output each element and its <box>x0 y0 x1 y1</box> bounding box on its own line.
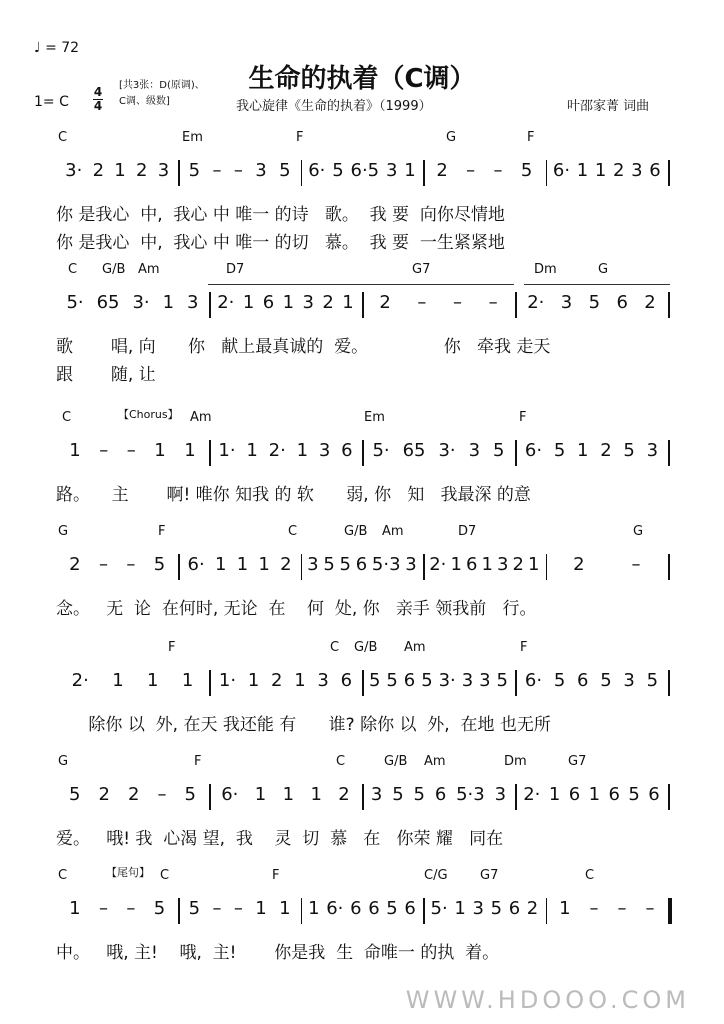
bar-line <box>209 440 211 466</box>
note: 1 <box>588 784 601 805</box>
chord-symbol: C <box>58 130 68 145</box>
measure <box>366 440 511 461</box>
note: 1 <box>255 898 267 919</box>
bar-line <box>362 440 364 466</box>
note: 1 <box>296 440 309 461</box>
note: 5 <box>413 784 425 805</box>
bar-line <box>362 670 364 696</box>
chord-symbol: Am <box>424 754 446 769</box>
note: 1· <box>218 440 236 461</box>
bar-line <box>423 898 425 924</box>
note: 2 <box>612 160 625 181</box>
note: 5 <box>332 160 344 181</box>
note: 1 <box>69 898 81 919</box>
note: – <box>631 554 641 575</box>
note: 1 <box>184 440 196 461</box>
bar-line <box>423 554 425 580</box>
note: 3 <box>461 670 474 691</box>
measure <box>305 160 419 181</box>
note: 1 <box>214 554 227 575</box>
measure <box>213 292 358 313</box>
note: 3 <box>187 292 199 313</box>
tempo-value: = 72 <box>45 40 80 56</box>
bar-line <box>362 292 364 318</box>
key-note: [共3张：D(原调)、 C调、级数] <box>119 80 205 107</box>
note: 6 <box>568 784 581 805</box>
note: 6 <box>350 898 362 919</box>
note: 6 <box>404 898 416 919</box>
note: 6 <box>341 440 353 461</box>
note: 3 <box>317 670 329 691</box>
note: 3 <box>307 554 319 575</box>
note: 2· <box>217 292 235 313</box>
note: 6 <box>340 670 353 691</box>
lyrics-line-2: 你 是我心 中, 我心 中 唯一 的切 慕。 我 要 一生紧紧地 <box>56 233 505 253</box>
note: 5 <box>368 670 381 691</box>
note: 5 <box>553 670 566 691</box>
volta-1-bracket <box>208 284 514 285</box>
bar-line <box>515 292 517 318</box>
composer-credit: 叶邵家菁 词曲 <box>567 99 650 114</box>
note: 2 <box>280 554 292 575</box>
note: 6· <box>221 784 239 805</box>
bar-line <box>546 898 548 924</box>
section-tag: 【尾句】 <box>106 866 150 879</box>
note: 1 <box>112 670 124 691</box>
note: 6·5 <box>350 160 380 181</box>
note: 5 <box>153 898 166 919</box>
time-bottom: 4 <box>93 99 103 113</box>
note: 2· <box>527 292 545 313</box>
note: – <box>98 554 108 575</box>
chord-symbol: C <box>330 640 340 655</box>
chord-symbol: Am <box>382 524 404 539</box>
note: 6· <box>552 160 571 181</box>
lyrics-line: 路。 主 啊! 唯你 知我 的 软 弱, 你 知 我最深 的意 <box>56 485 531 505</box>
measure <box>519 670 664 691</box>
note: 2· <box>268 440 286 461</box>
note: 1 <box>247 670 260 691</box>
note: – <box>212 898 222 919</box>
note: 1 <box>282 784 295 805</box>
note: 3 <box>405 554 417 575</box>
chord-symbol: C <box>68 262 78 277</box>
key-signature: 1= C <box>34 94 69 110</box>
chord-symbol: G <box>58 754 69 769</box>
note: 5 <box>421 670 433 691</box>
note: 1 <box>559 898 571 919</box>
measure <box>550 554 664 575</box>
chord-symbol: F <box>527 130 535 145</box>
measure <box>550 160 664 181</box>
note: – <box>212 160 222 181</box>
note: 6 <box>577 670 589 691</box>
bar-line <box>178 160 180 186</box>
note: 5·3 <box>371 554 401 575</box>
note: 1 <box>246 440 258 461</box>
note: 6 <box>508 898 521 919</box>
bar-line <box>178 554 180 580</box>
note: 5 <box>490 898 503 919</box>
note: 1 <box>282 292 295 313</box>
note: 65 <box>96 292 120 313</box>
note: 5 <box>153 554 166 575</box>
note: 5 <box>392 784 404 805</box>
note: 6· <box>308 160 326 181</box>
note: 5 <box>184 784 196 805</box>
note: 5· <box>372 440 390 461</box>
chord-symbol: G <box>446 130 457 145</box>
chord-symbol: F <box>519 410 527 425</box>
time-top: 4 <box>93 85 103 99</box>
chord-symbol: F <box>194 754 202 769</box>
chord-symbol: F <box>296 130 304 145</box>
bar-line <box>423 160 425 186</box>
note: 1 <box>162 292 175 313</box>
page-title: 生命的执着（C调） <box>248 64 476 94</box>
lyrics-line: 中。 哦, 主! 哦, 主! 你是我 生 命唯一 的执 着。 <box>56 943 500 963</box>
measure <box>60 440 205 461</box>
bar-line <box>668 440 670 466</box>
note: 3 <box>385 160 398 181</box>
note: – <box>617 898 627 919</box>
measure <box>60 160 174 181</box>
note: 1 <box>310 784 322 805</box>
note: 5 <box>646 670 659 691</box>
note: 5 <box>623 440 635 461</box>
chord-symbol: Am <box>190 410 212 425</box>
note: 1 <box>147 670 159 691</box>
note: 6· <box>524 670 543 691</box>
note: 2· <box>71 670 89 691</box>
note: 3· <box>438 440 456 461</box>
chord-symbol: Em <box>182 130 203 145</box>
chord-symbol: Em <box>364 410 385 425</box>
measure <box>213 784 358 805</box>
measure <box>519 440 664 461</box>
note: 5 <box>339 554 351 575</box>
chord-symbol: G/B <box>384 754 408 769</box>
bar-line <box>301 898 303 924</box>
note: 3 <box>318 440 331 461</box>
subtitle: 我心旋律《生命的执着》（1999） <box>236 99 432 114</box>
note: 6 <box>355 554 368 575</box>
note: 1 <box>454 898 466 919</box>
note: 5· <box>430 898 448 919</box>
measure <box>305 554 419 575</box>
note: – <box>453 292 463 313</box>
note: 5 <box>600 670 612 691</box>
note: 3 <box>370 784 383 805</box>
note: – <box>488 292 498 313</box>
measure <box>366 784 511 805</box>
bar-line <box>546 160 548 186</box>
note: 1 <box>69 440 81 461</box>
note: – <box>98 898 108 919</box>
chord-symbol: C <box>336 754 346 769</box>
bar-line <box>668 554 670 580</box>
chord-symbol: C <box>288 524 298 539</box>
note: 1 <box>114 160 126 181</box>
note: 2 <box>69 554 81 575</box>
note: – <box>233 898 243 919</box>
note: 3 <box>255 160 267 181</box>
note: 6 <box>465 554 478 575</box>
chord-symbol: F <box>272 868 280 883</box>
measure <box>519 292 664 313</box>
note: 2 <box>271 670 283 691</box>
note: 5· <box>66 292 84 313</box>
lyrics-line: 除你 以 外, 在天 我还能 有 谁? 除你 以 外, 在地 也无所 <box>56 715 551 735</box>
measure <box>60 898 174 919</box>
note: 1 <box>242 292 255 313</box>
note: 1 <box>254 784 267 805</box>
note: 1 <box>576 160 589 181</box>
note: 5 <box>493 440 505 461</box>
note: – <box>233 160 243 181</box>
chord-symbol: D7 <box>458 524 477 539</box>
measure <box>519 784 664 805</box>
note: 1 <box>279 898 291 919</box>
note: 2 <box>136 160 148 181</box>
lyrics-line-2: 跟 随, 让 <box>56 365 156 385</box>
measure <box>182 160 296 181</box>
bar-line <box>668 784 670 810</box>
chord-symbol: G7 <box>568 754 587 769</box>
note: – <box>126 440 136 461</box>
chord-symbol: C <box>58 868 68 883</box>
bar-line <box>209 670 211 696</box>
measure <box>213 440 358 461</box>
note: 6 <box>368 898 380 919</box>
note: 2 <box>338 784 350 805</box>
measure <box>366 670 511 691</box>
note: 2 <box>600 440 612 461</box>
measure <box>60 554 174 575</box>
note: 5 <box>69 784 81 805</box>
lyrics-line: 念。 无 论 在何时, 无论 在 何 处, 你 亲手 领我前 行。 <box>56 599 537 619</box>
note: 1 <box>594 160 607 181</box>
chord-symbol: G7 <box>412 262 431 277</box>
note: 1 <box>342 292 354 313</box>
note: 6 <box>262 292 275 313</box>
chord-symbol: F <box>168 640 176 655</box>
note: 6 <box>648 784 660 805</box>
note: 2 <box>379 292 391 313</box>
measure <box>60 292 205 313</box>
note: 6 <box>403 670 416 691</box>
note: 5 <box>188 898 201 919</box>
note: 5 <box>386 670 398 691</box>
note: 5 <box>628 784 640 805</box>
note: 3 <box>623 670 635 691</box>
note: 1 <box>528 554 540 575</box>
bar-line <box>301 160 303 186</box>
note: 6 <box>434 784 447 805</box>
lyrics-line: 你 是我心 中, 我心 中 唯一 的诗 歌。 我 要 向你尽情地 <box>56 205 505 225</box>
note: 5 <box>496 670 508 691</box>
note: 5 <box>279 160 291 181</box>
note: 2 <box>92 160 105 181</box>
bar-line <box>362 784 364 810</box>
note: 3 <box>497 554 509 575</box>
note: 6· <box>187 554 205 575</box>
note: 2 <box>526 898 539 919</box>
chord-symbol: C/G <box>424 868 448 883</box>
lyrics-line: 爱。 哦! 我 心渴 望, 我 灵 切 慕 在 你荣 耀 同在 <box>56 829 504 849</box>
note: 3 <box>302 292 314 313</box>
chord-symbol: C <box>160 868 170 883</box>
chord-symbol: G/B <box>354 640 378 655</box>
measure <box>60 670 205 691</box>
note: 2 <box>127 784 140 805</box>
note: 6 <box>608 784 620 805</box>
note: 3 <box>479 670 491 691</box>
note: 5 <box>520 160 533 181</box>
note: 1 <box>294 670 306 691</box>
chord-symbol: Dm <box>534 262 557 277</box>
chord-symbol: G <box>633 524 644 539</box>
note: 1 <box>404 160 416 181</box>
bar-line <box>668 292 670 318</box>
note: – <box>126 898 136 919</box>
note: 2 <box>436 160 448 181</box>
bar-line <box>178 898 180 924</box>
note: 5 <box>553 440 566 461</box>
note: – <box>466 160 476 181</box>
note: 3· <box>132 292 150 313</box>
bar-line <box>546 554 548 580</box>
chord-symbol: G/B <box>344 524 368 539</box>
time-signature <box>93 86 103 112</box>
bar-line <box>515 784 517 810</box>
bar-line <box>209 784 211 810</box>
bar-line <box>668 670 670 696</box>
bar-line <box>301 554 303 580</box>
bar-line <box>668 898 672 924</box>
note: 1 <box>154 440 166 461</box>
chord-symbol: G <box>598 262 609 277</box>
note: 5 <box>386 898 398 919</box>
measure <box>60 784 205 805</box>
note: 65 <box>402 440 426 461</box>
note: 1 <box>548 784 561 805</box>
bar-line <box>515 440 517 466</box>
note: 1 <box>577 440 589 461</box>
measure <box>182 554 296 575</box>
note: 2· <box>429 554 447 575</box>
measure <box>427 160 541 181</box>
chord-symbol: G/B <box>102 262 126 277</box>
note: 3· <box>438 670 456 691</box>
note: – <box>493 160 503 181</box>
bar-line <box>515 670 517 696</box>
note: 2 <box>644 292 656 313</box>
note: 3· <box>65 160 83 181</box>
note: 6 <box>649 160 661 181</box>
note: – <box>589 898 599 919</box>
quarter-note-icon: ♩ <box>34 40 41 56</box>
measure <box>366 292 511 313</box>
lyrics-line: 歌 唱, 向 你 献上最真诚的 爱。 你 牵我 走天 <box>56 337 551 357</box>
note: – <box>417 292 427 313</box>
note: 5 <box>188 160 201 181</box>
chord-symbol: G7 <box>480 868 499 883</box>
note: – <box>645 898 655 919</box>
note: 6· <box>326 898 344 919</box>
note: 5·3 <box>456 784 485 805</box>
chord-symbol: Dm <box>504 754 527 769</box>
note: 1 <box>308 898 320 919</box>
measure <box>305 898 419 919</box>
measure <box>427 554 541 575</box>
note: 6· <box>524 440 543 461</box>
note: – <box>126 554 136 575</box>
note: 1 <box>450 554 462 575</box>
note: 2 <box>573 554 585 575</box>
note: 2 <box>512 554 524 575</box>
tempo-marking <box>34 40 79 56</box>
chord-symbol: Am <box>138 262 160 277</box>
chord-symbol: D7 <box>226 262 245 277</box>
measure <box>182 898 296 919</box>
note: 3 <box>494 784 507 805</box>
measure <box>213 670 358 691</box>
measure <box>550 898 664 919</box>
chord-symbol: F <box>158 524 166 539</box>
chord-symbol: C <box>585 868 595 883</box>
note: 3 <box>157 160 170 181</box>
watermark: WWW.HDOOO.COM <box>405 986 690 1014</box>
note: 2 <box>322 292 334 313</box>
volta-2-bracket <box>524 284 670 285</box>
chord-symbol: C <box>62 410 72 425</box>
note: 2 <box>98 784 110 805</box>
note: 1 <box>236 554 249 575</box>
note: 1 <box>181 670 194 691</box>
note: 5 <box>588 292 601 313</box>
note: 3 <box>646 440 659 461</box>
chord-symbol: F <box>520 640 528 655</box>
note: 1 <box>258 554 270 575</box>
note: 3 <box>472 898 484 919</box>
note: – <box>157 784 167 805</box>
section-tag: 【Chorus】 <box>118 408 179 421</box>
note: 5 <box>323 554 335 575</box>
bar-line <box>668 160 670 186</box>
bar-line <box>209 292 211 318</box>
note: 6 <box>616 292 628 313</box>
note: 2· <box>523 784 541 805</box>
chord-symbol: Am <box>404 640 426 655</box>
note: – <box>99 440 109 461</box>
note: 1 <box>481 554 493 575</box>
note: 3 <box>631 160 643 181</box>
note: 3 <box>560 292 573 313</box>
chord-symbol: G <box>58 524 69 539</box>
note: 3 <box>468 440 481 461</box>
measure <box>427 898 541 919</box>
note: 1· <box>218 670 237 691</box>
